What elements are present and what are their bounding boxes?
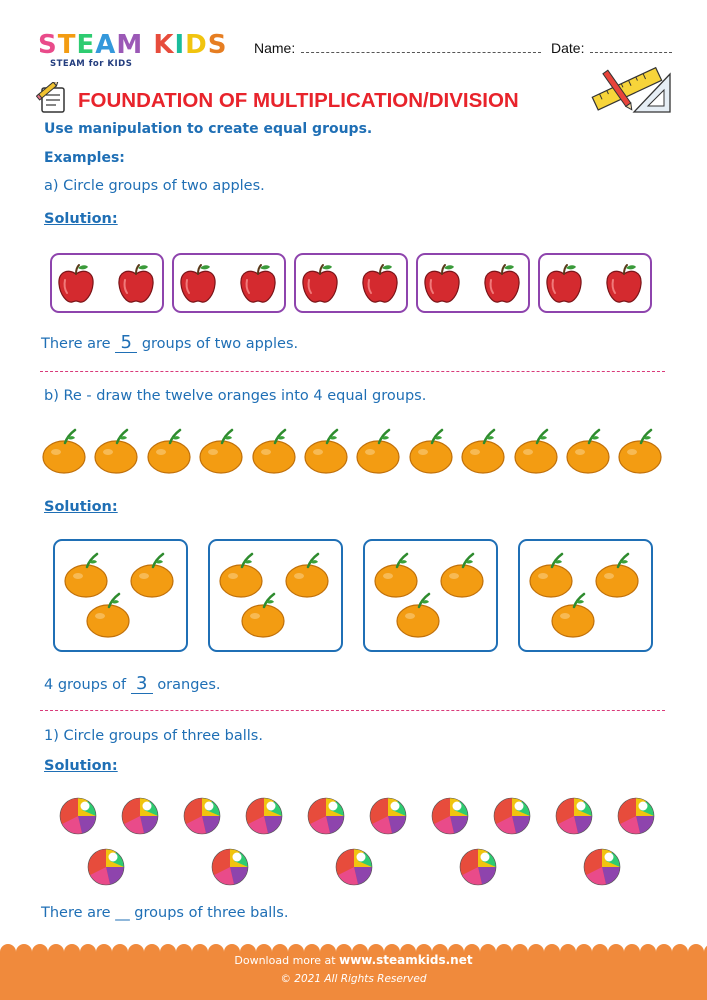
example-b-answer xyxy=(44,675,221,694)
answer-prefix: There are xyxy=(41,336,111,352)
orange-icon xyxy=(41,427,89,475)
ball-icon[interactable] xyxy=(86,847,126,887)
logo-subtitle: STEAM for KIDS xyxy=(50,59,133,69)
name-field[interactable] xyxy=(254,40,541,56)
orange-icon xyxy=(85,591,133,639)
orange-icon xyxy=(355,427,403,475)
answer-blank[interactable]: 5 xyxy=(115,334,137,353)
answer-prefix: 4 groups of xyxy=(44,677,127,693)
exercise-1-answer[interactable]: There are __ groups of three balls. xyxy=(41,905,289,921)
ball-icon[interactable] xyxy=(616,796,656,836)
date-field[interactable] xyxy=(551,40,672,56)
orange-icon xyxy=(439,551,487,599)
ball-icon[interactable] xyxy=(554,796,594,836)
orange-icon xyxy=(565,427,613,475)
download-text: Download more at xyxy=(234,954,336,967)
apple-icon xyxy=(178,262,218,304)
answer-suffix: groups of two apples. xyxy=(141,336,299,352)
footer-download xyxy=(0,953,707,967)
ball-icon[interactable] xyxy=(430,796,470,836)
example-b-question: b) Re - draw the twelve oranges into 4 equal groups. xyxy=(44,388,427,404)
apple-icon xyxy=(360,262,400,304)
orange-icon xyxy=(129,551,177,599)
apple-icon xyxy=(422,262,462,304)
apple-icon xyxy=(116,262,156,304)
examples-label: Examples: xyxy=(44,150,125,166)
logo-title: STEAM KIDS xyxy=(38,30,228,60)
orange-icon xyxy=(460,427,508,475)
footer-banner xyxy=(0,940,707,1000)
ball-icon[interactable] xyxy=(244,796,284,836)
apple-icon xyxy=(56,262,96,304)
orange-icon xyxy=(251,427,299,475)
footer-copyright: © 2021 All Rights Reserved xyxy=(280,973,427,985)
name-label: Name: xyxy=(254,40,296,56)
site-link[interactable]: www.steamkids.net xyxy=(339,953,473,967)
orange-icon xyxy=(617,427,665,475)
ball-icon[interactable] xyxy=(458,847,498,887)
orange-icon xyxy=(408,427,456,475)
ball-icon[interactable] xyxy=(182,796,222,836)
orange-icon xyxy=(284,551,332,599)
apple-icon xyxy=(238,262,278,304)
ball-icon[interactable] xyxy=(120,796,160,836)
exercise-1-solution-label: Solution: xyxy=(44,758,118,774)
answer-blank[interactable]: 3 xyxy=(131,675,153,694)
example-a-answer xyxy=(41,334,298,353)
ball-icon[interactable] xyxy=(334,847,374,887)
orange-icon xyxy=(594,551,642,599)
apple-icon xyxy=(544,262,584,304)
ball-icon[interactable] xyxy=(58,796,98,836)
date-blank-line[interactable] xyxy=(590,41,672,53)
orange-icon xyxy=(93,427,141,475)
orange-icon xyxy=(146,427,194,475)
ball-icon[interactable] xyxy=(368,796,408,836)
example-b-solution-label: Solution: xyxy=(44,499,118,515)
orange-icon xyxy=(513,427,561,475)
apple-icon xyxy=(300,262,340,304)
page-title: FOUNDATION OF MULTIPLICATION/DIVISION xyxy=(78,89,519,112)
ball-icon[interactable] xyxy=(306,796,346,836)
example-a-question: a) Circle groups of two apples. xyxy=(44,178,265,194)
steam-kids-logo xyxy=(38,30,238,74)
ruler-triangle-icon xyxy=(588,60,674,116)
orange-icon xyxy=(395,591,443,639)
section-divider xyxy=(40,710,665,711)
notepad-pencil-icon xyxy=(36,82,70,114)
ball-icon[interactable] xyxy=(210,847,250,887)
ball-icon[interactable] xyxy=(492,796,532,836)
apple-icon xyxy=(604,262,644,304)
apple-icon xyxy=(482,262,522,304)
example-a-solution-label: Solution: xyxy=(44,211,118,227)
date-label: Date: xyxy=(551,40,585,56)
ball-icon[interactable] xyxy=(582,847,622,887)
orange-icon xyxy=(550,591,598,639)
section-divider xyxy=(40,371,665,372)
answer-suffix: oranges. xyxy=(157,677,221,693)
exercise-1-question: 1) Circle groups of three balls. xyxy=(44,728,263,744)
instruction-text: Use manipulation to create equal groups. xyxy=(44,121,373,137)
orange-icon xyxy=(303,427,351,475)
name-blank-line[interactable] xyxy=(301,41,541,53)
orange-icon xyxy=(240,591,288,639)
orange-icon xyxy=(198,427,246,475)
